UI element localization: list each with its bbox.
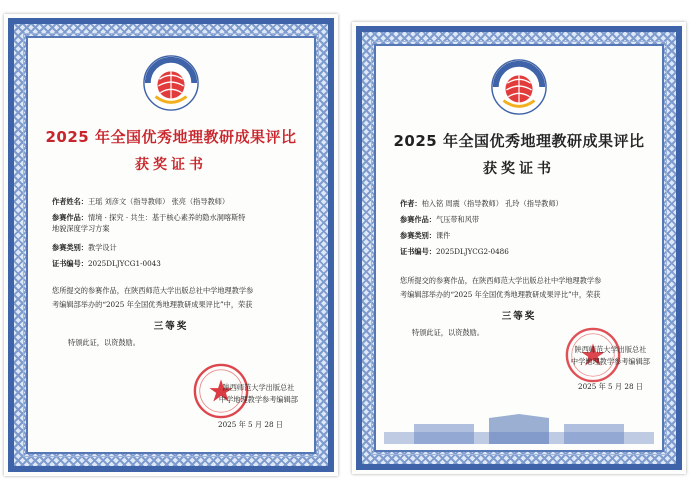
issuer (571, 344, 650, 368)
cert-number-label: 证书编号： (400, 247, 436, 256)
issue-date: 2025 年 5 月 28 日 (218, 420, 283, 429)
work-row (52, 212, 298, 234)
body-line-2: 考编辑部举办的“2025 年全国优秀地理教研成果评比”中，荣获 (52, 300, 253, 309)
campus-building-icon (384, 414, 654, 444)
issuer (219, 382, 298, 406)
authors-label: 作者姓名： (52, 197, 88, 206)
category-label: 参赛类别： (400, 231, 436, 240)
work-row (400, 214, 646, 225)
issuer-line-2: 中学地理教学参考编辑部 (218, 395, 298, 404)
body-text (400, 274, 646, 302)
work-value-line1: 情境 · 探究 · 共生：基于核心素养的隐水洞喀斯特 (87, 213, 246, 222)
work-label: 参赛作品： (52, 213, 88, 222)
journal-logo-icon (490, 58, 548, 116)
award-level: 三等奖 (501, 311, 537, 322)
certificate-right (352, 22, 686, 474)
category-row (400, 230, 646, 241)
cert-number-row (52, 258, 298, 269)
journal-logo-icon (142, 54, 200, 112)
work-label: 参赛作品： (400, 215, 436, 224)
certificate-left (4, 14, 338, 476)
authors-value: 王瑶 刘彦文（指导教师） 张亮（指导教师） (87, 197, 230, 206)
cert-number-value: 2025DLJYCG2-0486 (435, 247, 509, 256)
body-text (52, 284, 298, 312)
issuer-line-1: 陕西师范大学出版总社 (222, 383, 295, 392)
certificate-subtitle: 获奖证书 (135, 157, 207, 173)
closing-text: 特颁此证，以资鼓励。 (412, 328, 484, 337)
authors-value: 柏入铭 周震（指导教师） 孔玲（指导教师） (421, 199, 563, 208)
category-value: 教学设计 (87, 243, 117, 252)
issuer-line-1: 陕西师范大学出版总社 (574, 345, 647, 354)
category-label: 参赛类别： (52, 243, 88, 252)
issuer-line-2: 中学地理教学参考编辑部 (570, 357, 650, 366)
cert-number-label: 证书编号： (52, 259, 88, 268)
work-value: 气压带和风带 (435, 215, 480, 224)
work-value-line2: 地貌深度学习方案 (52, 224, 110, 233)
certificate-title: 2025 年全国优秀地理教研成果评比 (393, 132, 645, 150)
body-line-2: 考编辑部举办的“2025 年全国优秀地理教研成果评比”中，荣获 (400, 290, 601, 299)
body-line-1: 您所提交的参赛作品，在陕西师范大学出版总社中学地理教学参 (400, 276, 602, 285)
cert-number-value: 2025DLJYCG1-0043 (87, 259, 161, 268)
category-row (52, 242, 298, 253)
certificate-title: 2025 年全国优秀地理教研成果评比 (45, 128, 297, 146)
award-level: 三等奖 (153, 321, 189, 332)
authors-label: 作者： (400, 199, 422, 208)
cert-number-row (400, 246, 646, 257)
certificate-subtitle: 获奖证书 (483, 161, 555, 177)
authors-row (52, 196, 298, 207)
body-line-1: 您所提交的参赛作品，在陕西师范大学出版总社中学地理教学参 (52, 286, 254, 295)
category-value: 课件 (435, 231, 451, 240)
issue-date: 2025 年 5 月 28 日 (578, 382, 643, 391)
closing-text: 特颁此证，以资鼓励。 (68, 338, 140, 347)
authors-row (400, 198, 646, 209)
